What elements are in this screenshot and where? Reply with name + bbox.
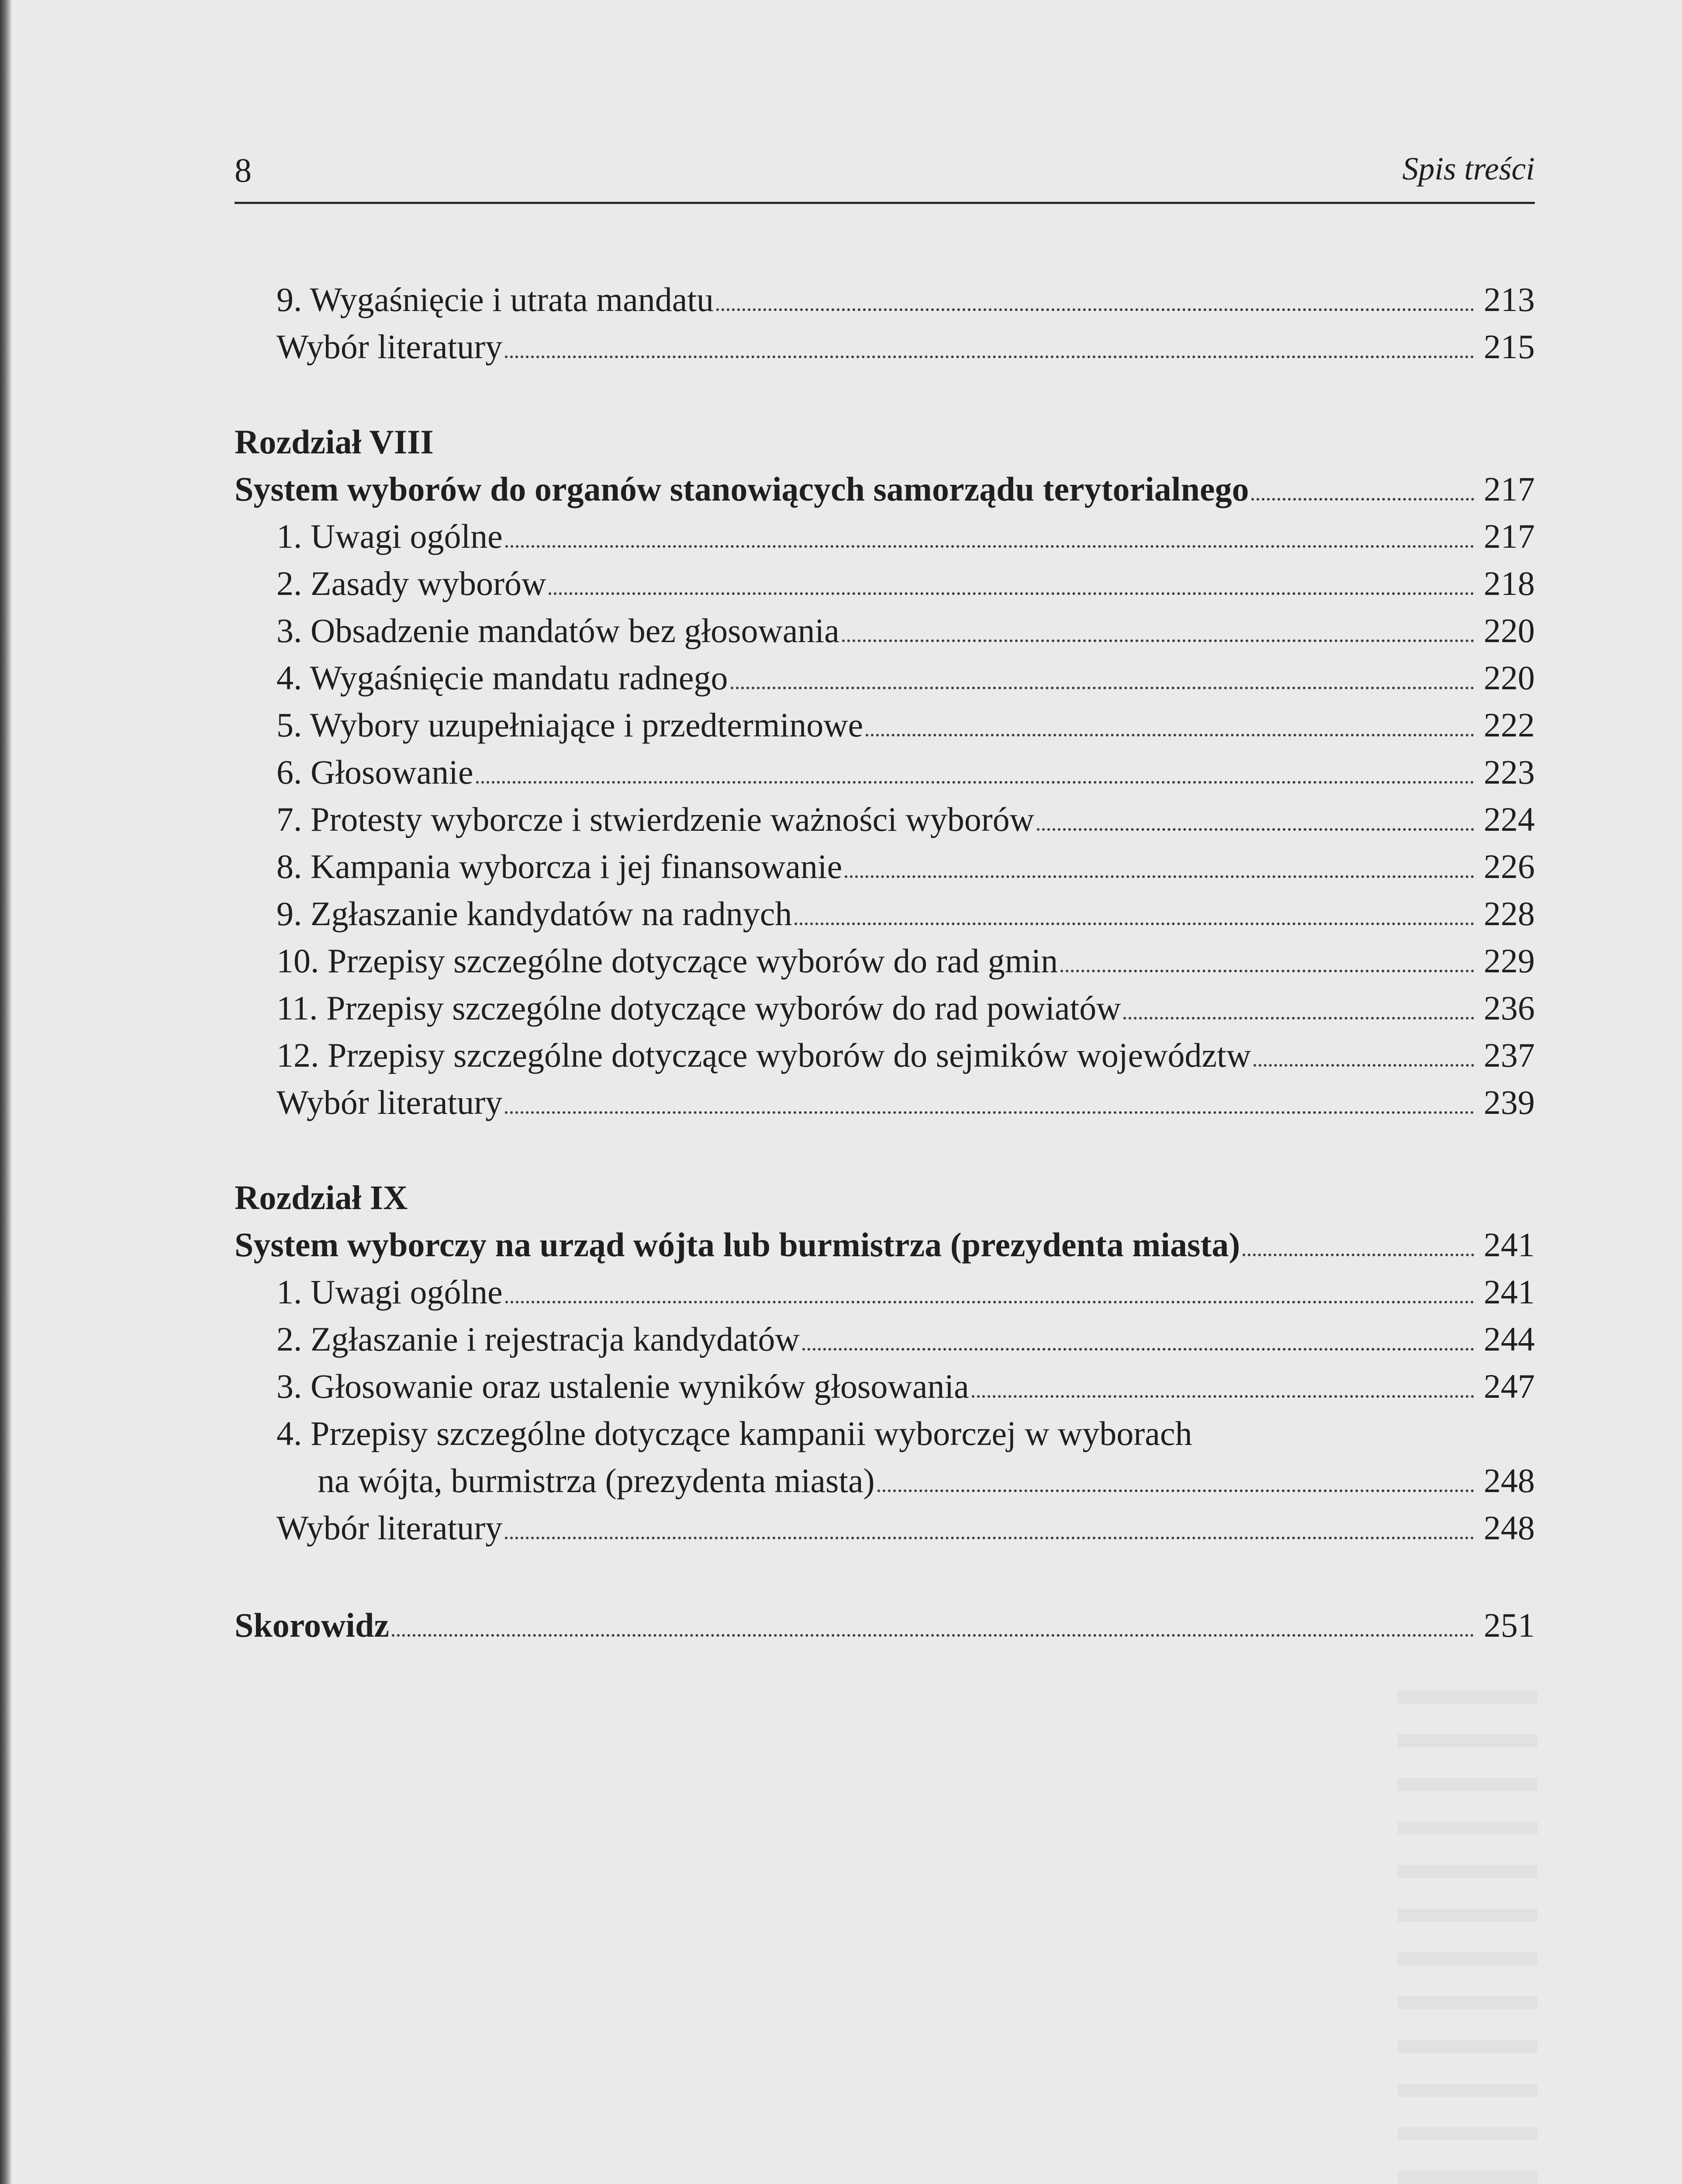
toc-entry [235, 888, 1535, 936]
dot-leader [505, 1537, 1474, 1539]
dot-leader [716, 308, 1474, 311]
dot-leader [794, 923, 1474, 925]
chapter-label [235, 417, 1535, 464]
toc-entry [235, 321, 1535, 369]
toc-entry-page: 239 [1484, 1083, 1535, 1121]
toc-entry [235, 1030, 1535, 1077]
toc-entry [235, 747, 1535, 794]
toc-entry-title: 1. Uwagi ogólne [276, 1273, 503, 1311]
chapter-label-text: Rozdział IX [235, 1178, 408, 1216]
index-title: Skorowidz [235, 1606, 389, 1644]
toc-entry-page: 236 [1484, 989, 1535, 1027]
scan-edge [0, 0, 11, 2184]
chapter-label-text: Rozdział VIII [235, 423, 434, 461]
chapter-title-text: System wyborów do organów stanowiących samorządu terytorialnego [235, 470, 1249, 508]
toc-entry-page: 218 [1484, 564, 1535, 602]
toc-entry-title: 11. Przepisy szczególne dotyczące wyborów do rad powiatów [276, 989, 1121, 1027]
toc-entry-title: 9. Wygaśnięcie i utrata mandatu [276, 280, 714, 318]
spacer [235, 1550, 1535, 1600]
index-page: 251 [1484, 1606, 1535, 1644]
toc-entry-title: 1. Uwagi ogólne [276, 517, 503, 555]
toc-entry-page: 244 [1484, 1320, 1535, 1358]
spacer [235, 1124, 1535, 1172]
dot-leader [731, 687, 1475, 689]
toc-entry-page: 217 [1484, 517, 1535, 555]
dot-leader [505, 1111, 1474, 1114]
dot-leader [505, 356, 1474, 358]
toc-entry-page: 226 [1484, 847, 1535, 885]
toc-entry-page: 237 [1484, 1036, 1535, 1074]
page-number: 8 [235, 151, 252, 189]
dot-leader [505, 1301, 1474, 1303]
table-of-contents [235, 274, 1535, 1647]
toc-entry-title: 2. Zgłaszanie i rejestracja kandydatów [276, 1320, 800, 1358]
toc-entry-page: 220 [1484, 612, 1535, 650]
dot-leader [1251, 498, 1474, 501]
toc-entry-title: 8. Kampania wyborcza i jej finansowanie [276, 847, 843, 885]
dot-leader [845, 875, 1474, 878]
toc-entry [235, 983, 1535, 1030]
toc-entry-title: Wybór literatury [276, 1083, 503, 1121]
toc-entry [235, 605, 1535, 653]
toc-entry [235, 558, 1535, 605]
dot-leader [505, 545, 1474, 548]
toc-entry [235, 1267, 1535, 1314]
toc-entry-title: na wójta, burmistrza (prezydenta miasta) [318, 1462, 875, 1500]
spacer [235, 369, 1535, 417]
toc-entry [235, 1503, 1535, 1550]
toc-entry-page: 248 [1484, 1462, 1535, 1500]
dot-leader [476, 781, 1474, 784]
toc-entry-page: 229 [1484, 942, 1535, 980]
toc-entry-page: 222 [1484, 706, 1535, 744]
toc-entry [235, 1361, 1535, 1408]
toc-entry [235, 1077, 1535, 1124]
chapter-title-page: 241 [1484, 1226, 1535, 1264]
dot-leader [877, 1489, 1474, 1492]
toc-entry [235, 274, 1535, 321]
toc-entry-title: 3. Głosowanie oraz ustalenie wyników głosowania [276, 1367, 969, 1405]
toc-entry-title: 5. Wybory uzupełniające i przedterminowe [276, 706, 863, 744]
toc-entry [235, 1314, 1535, 1361]
running-head [235, 151, 1535, 203]
dot-leader [1243, 1254, 1474, 1256]
show-through [1398, 1660, 1537, 2184]
running-title: Spis treści [1402, 151, 1535, 187]
index-entry [235, 1600, 1535, 1647]
chapter-title [235, 1220, 1535, 1267]
chapter-title [235, 464, 1535, 511]
dot-leader [1037, 828, 1474, 831]
dot-leader [1254, 1064, 1474, 1067]
toc-entry-page: 215 [1484, 328, 1535, 366]
chapter-title-text: System wyborczy na urząd wójta lub burmistrza (prezydenta miasta) [235, 1226, 1240, 1264]
dot-leader [1123, 1017, 1474, 1019]
toc-entry-page: 248 [1484, 1509, 1535, 1547]
dot-leader [866, 734, 1474, 736]
dot-leader [972, 1395, 1474, 1398]
dot-leader [802, 1348, 1474, 1351]
toc-entry-title: 3. Obsadzenie mandatów bez głosowania [276, 612, 839, 650]
toc-entry [235, 700, 1535, 747]
toc-entry-page: 224 [1484, 800, 1535, 838]
toc-entry-title: 10. Przepisy szczególne dotyczące wyborów do rad gmin [276, 942, 1058, 980]
dot-leader [392, 1634, 1474, 1637]
toc-entry [235, 653, 1535, 700]
dot-leader [1060, 970, 1474, 972]
toc-entry-title: 9. Zgłaszanie kandydatów na radnych [276, 895, 792, 933]
toc-entry-title: 12. Przepisy szczególne dotyczące wyborów do sejmików województw [276, 1036, 1251, 1074]
toc-entry-page: 247 [1484, 1367, 1535, 1405]
toc-entry [235, 794, 1535, 841]
toc-entry-page: 241 [1484, 1273, 1535, 1311]
toc-entry-title: Wybór literatury [276, 1509, 503, 1547]
toc-entry-page: 228 [1484, 895, 1535, 933]
toc-entry-title: 4. Przepisy szczególne dotyczące kampanii wyborczej w wyborach [276, 1414, 1192, 1452]
toc-entry-title: 4. Wygaśnięcie mandatu radnego [276, 659, 728, 697]
toc-entry-title: 7. Protesty wyborcze i stwierdzenie ważności wyborów [276, 800, 1035, 838]
toc-entry [235, 1408, 1535, 1455]
chapter-title-page: 217 [1484, 470, 1535, 508]
toc-entry-page: 223 [1484, 753, 1535, 791]
toc-entry-title: Wybór literatury [276, 328, 503, 366]
header-rule [235, 202, 1535, 204]
toc-entry [235, 511, 1535, 558]
toc-entry-page: 220 [1484, 659, 1535, 697]
toc-entry-title: 2. Zasady wyborów [276, 564, 546, 602]
toc-entry-continuation [235, 1455, 1535, 1503]
chapter-label [235, 1172, 1535, 1220]
toc-entry [235, 936, 1535, 983]
toc-entry-title: 6. Głosowanie [276, 753, 473, 791]
dot-leader [549, 592, 1474, 595]
toc-entry [235, 841, 1535, 888]
toc-entry-page: 213 [1484, 280, 1535, 318]
dot-leader [842, 639, 1474, 642]
